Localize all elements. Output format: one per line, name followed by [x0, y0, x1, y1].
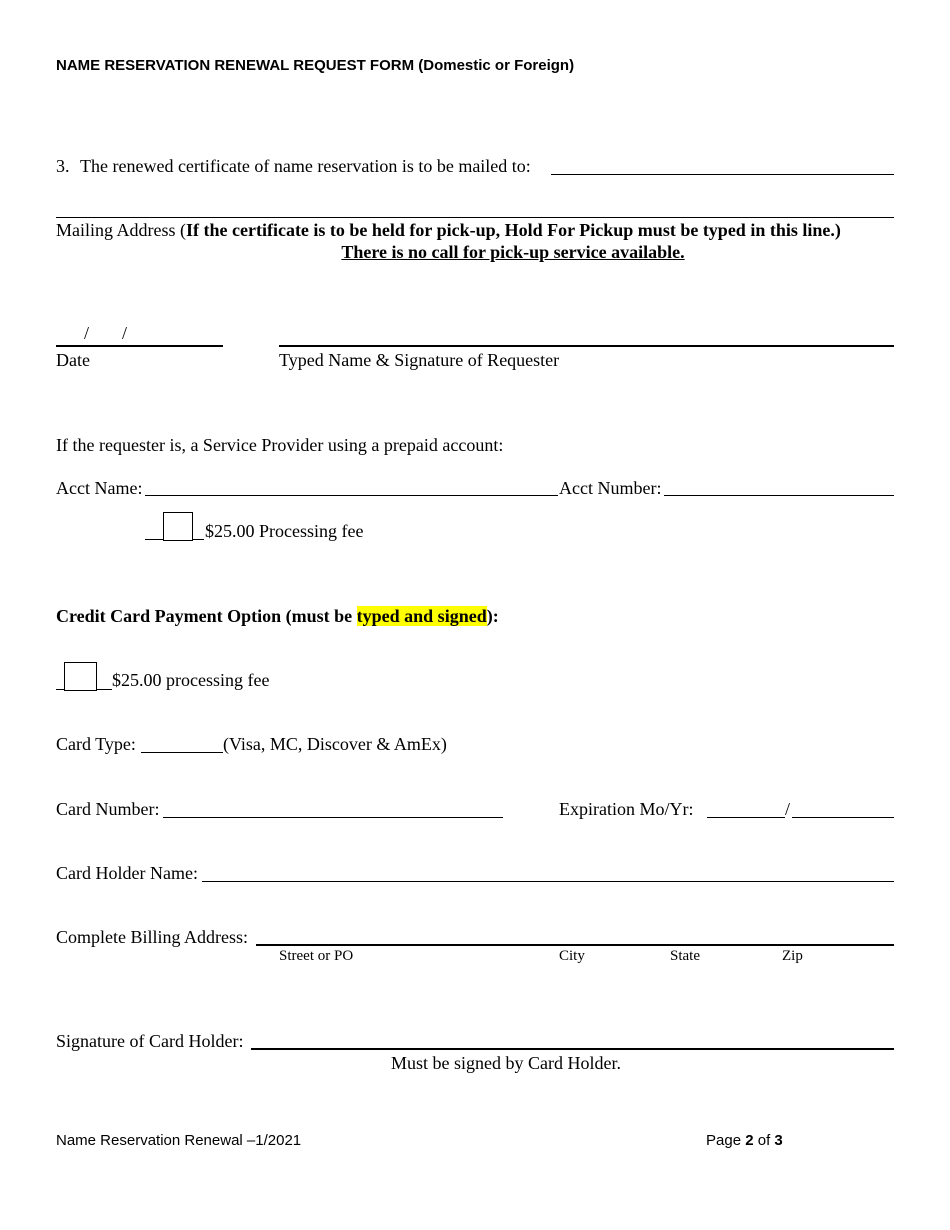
card-number-label: Card Number: [56, 799, 160, 819]
expiration-month-field[interactable] [707, 817, 785, 818]
cardholder-signature-field[interactable] [251, 1048, 894, 1050]
date-slash-1: / [84, 323, 90, 343]
expiration-label: Expiration Mo/Yr: [559, 799, 694, 819]
mailing-address-label [56, 220, 841, 241]
card-type-label: Card Type: [56, 734, 136, 754]
credit-card-heading [56, 606, 499, 627]
section-3-text: The renewed certificate of name reservation is to be mailed to: [80, 156, 531, 176]
cc-fee-label: $25.00 processing fee [112, 670, 270, 690]
billing-street-label: Street or PO [279, 948, 354, 964]
requester-signature-field[interactable] [279, 345, 894, 347]
service-provider-intro: If the requester is, a Service Provider using a prepaid account: [56, 435, 504, 455]
acct-number-field[interactable] [664, 495, 894, 496]
mail-to-field[interactable] [551, 174, 894, 175]
billing-city-label: City [559, 948, 585, 964]
page-current: 2 [745, 1132, 754, 1149]
date-field[interactable] [56, 345, 223, 347]
acct-number-label: Acct Number: [559, 478, 662, 498]
date-slash-2: / [122, 323, 128, 343]
expiration-separator: / [785, 799, 791, 819]
heading-prefix: Credit Card Payment Option (must be [56, 606, 357, 626]
heading-highlight: typed and signed [356, 606, 487, 626]
section-number: 3. [56, 156, 70, 176]
prepaid-fee-checkbox[interactable] [163, 512, 193, 541]
page-of: of [757, 1132, 771, 1149]
pickup-notice: There is no call for pick-up service available. [341, 242, 685, 262]
card-number-field[interactable] [163, 817, 503, 818]
page-number [706, 1132, 783, 1149]
cc-fee-checkbox[interactable] [64, 662, 97, 691]
holder-name-field[interactable] [202, 881, 894, 882]
page-word: Page [706, 1132, 742, 1149]
mailing-instruction: If the certificate is to be held for pick-up, Hold For Pickup must be typed in this line.) [186, 220, 841, 240]
card-type-options: (Visa, MC, Discover & AmEx) [223, 734, 447, 754]
page-total: 3 [774, 1132, 783, 1149]
acct-name-label: Acct Name: [56, 478, 143, 498]
footer-form-id: Name Reservation Renewal –1/2021 [56, 1132, 302, 1149]
billing-address-label: Complete Billing Address: [56, 927, 248, 947]
signature-note: Must be signed by Card Holder. [391, 1053, 621, 1073]
acct-name-field[interactable] [145, 495, 558, 496]
mailing-address-field[interactable] [56, 217, 894, 218]
form-title: NAME RESERVATION RENEWAL REQUEST FORM (Domestic or Foreign) [56, 57, 575, 74]
heading-suffix: ): [486, 606, 499, 626]
billing-zip-label: Zip [782, 948, 803, 964]
mailing-label-prefix: Mailing Address ( [56, 220, 186, 240]
date-label: Date [56, 350, 90, 370]
section-3 [56, 156, 531, 177]
requester-signature-label: Typed Name & Signature of Requester [279, 350, 560, 370]
expiration-year-field[interactable] [792, 817, 894, 818]
billing-address-field[interactable] [256, 944, 894, 946]
prepaid-fee-label: $25.00 Processing fee [205, 521, 364, 541]
cardholder-signature-label: Signature of Card Holder: [56, 1031, 244, 1051]
card-type-field[interactable] [141, 752, 223, 753]
billing-state-label: State [670, 948, 700, 964]
holder-name-label: Card Holder Name: [56, 863, 198, 883]
